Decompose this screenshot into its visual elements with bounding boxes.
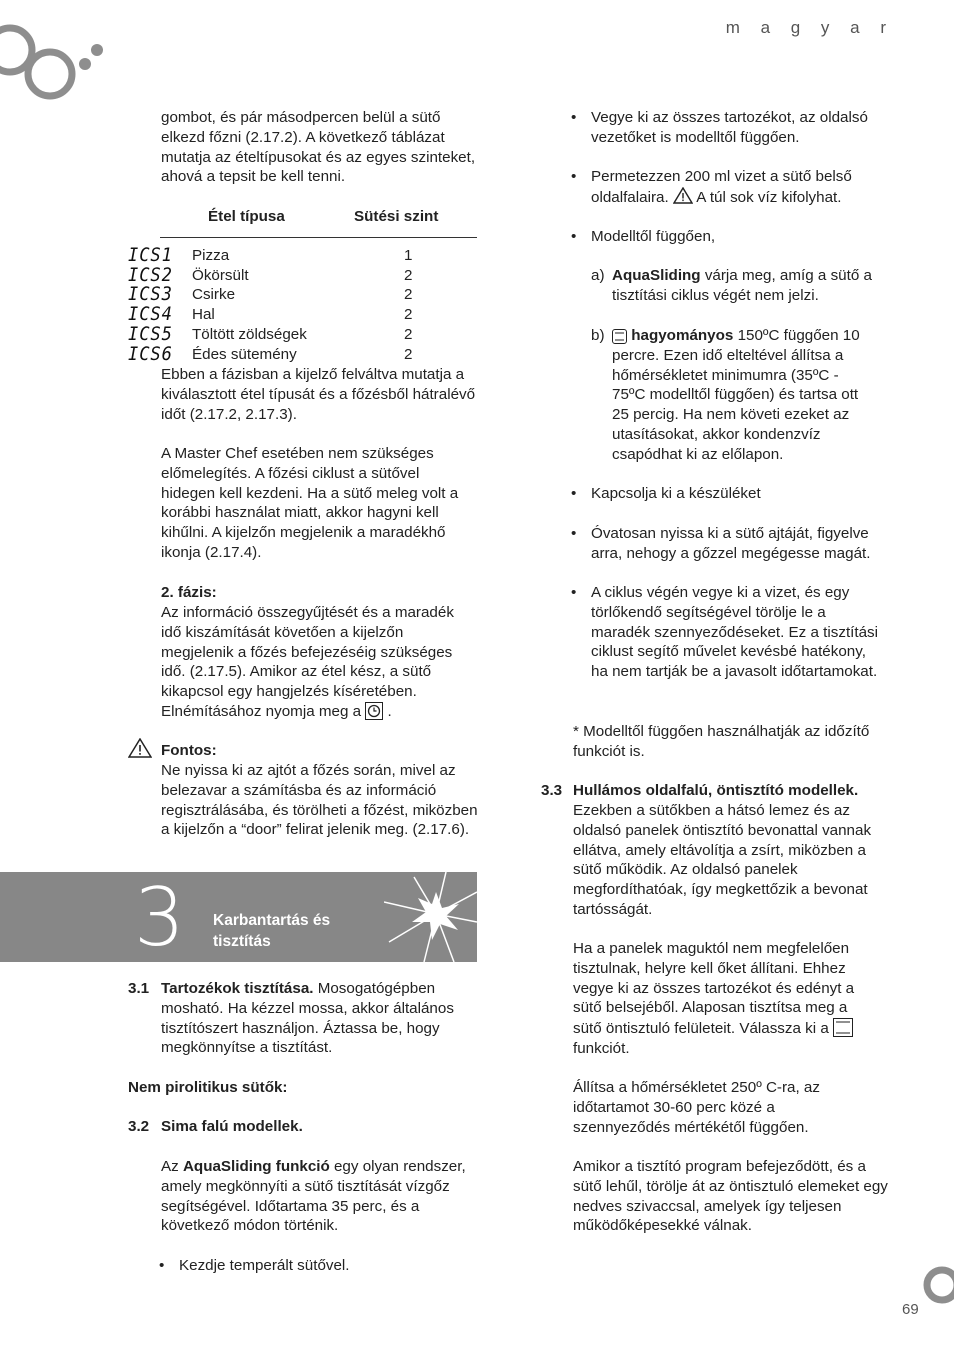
warning-icon [673, 187, 693, 204]
cooking-level: 2 [404, 267, 413, 284]
section-title-line2: tisztítás [213, 933, 271, 950]
footnote: * Modelltől függően használhatják az időzítő funkciót is. [573, 723, 870, 760]
restore-text: Ha a panelek maguktól nem megfelelően tisztulnak, helyre kell őket állítani. Ehhez vegye ki az összes tartozékot és edényt a sütő belsejéből. Alaposan tisztítsa meg a sütő öntisztuló felületeit. Válassza ki a [573, 940, 855, 1038]
food-type: Ökörsült [192, 267, 249, 284]
section-3-1-text: Mosogatógépben mosható. Ha kézzel mossa, akkor általános tisztítószert használjon. Áztassa be, hogy megkönnyítse a tisztítást. [161, 980, 454, 1057]
restore-end: funkciót. [573, 1039, 630, 1057]
list-item: • Modelltől függően, [591, 227, 715, 247]
phase2-text: Az információ összegyűjtését és a maradék idő kiszámítását követően a kijelzőn megjelenik a főzés befejezéséig szükséges idő. (2.17.5). Amikor az étel kész, a sütő kikapcsol egy hangjelzés kíséretében. Elnémításához nyomja meg a [161, 604, 454, 720]
cooking-level: 2 [404, 306, 413, 323]
food-type: Töltött zöldségek [192, 326, 307, 343]
section-3-3-paragraph-3: Állítsa a hőmérsékletet 250º C-ra, az időtartamot 30-60 perc közé a szennyeződés mértékétől függően. [573, 1079, 820, 1136]
section-3-1-number: 3.1 [128, 980, 150, 997]
option-b-label: b) [591, 327, 605, 344]
list-item: • A ciklus végén vegye ki a vizet, és egy törlőkendő segítségével törölje le a maradék szennyeződéseket. Ez a tisztítási ciklust segítő művelet kevésbé hatékony, ha nem tartják be a javasolt időtartamokat. [591, 583, 883, 682]
clock-icon [365, 702, 383, 720]
display-code: ICS5 [128, 323, 173, 345]
page-number: 69 [902, 1301, 919, 1318]
aqua-bold: AquaSliding funkció [182, 1158, 330, 1175]
col-food-header: Étel típusa [208, 208, 285, 225]
section-3-3-title: Hullámos oldalfalú, öntisztító modellek. [573, 782, 859, 799]
section-3-3-number: 3.3 [541, 782, 563, 799]
section-title [213, 910, 330, 952]
intro-paragraph: gombot, és pár másodpercen belül a sütő elkezd főzni (2.17.2). A következő táblázat mutatja az ételtípusokat és az egyes szinteket, ahová a tepsit be kell tenni. [161, 109, 476, 186]
section-number: 3 [134, 871, 185, 964]
option-b-bold: hagyományos [631, 327, 734, 344]
table-header [160, 207, 477, 238]
warning-paragraph: Ne nyissa ki az ajtót a főzés során, mivel az belezavar a számításba és az információ regisztrálásába, és törölheti a főzést, miközben a kijelzőn a “door” felirat jelenik meg. (2.17.6). [161, 762, 478, 839]
non-pyrolytic-heading: Nem pirolitikus sütők: [128, 1079, 288, 1096]
col-level-header: Sütési szint [354, 208, 439, 225]
phase2-paragraph [161, 603, 477, 722]
warning-icon [128, 738, 152, 758]
phase2-title: 2. fázis: [161, 584, 217, 601]
section-3-3-paragraph-2 [573, 939, 873, 1059]
master-chef-paragraph: A Master Chef esetében nem szükséges előmelegítés. A főzési ciklust a sütővel hidegen kell kezdeni. Ha a sütő meleg volt a korábbi használat miatt, akkor hagyni kell kihűlni. A kijelzőn megjelenik a maradékhő ikonja (2.17.4). [161, 445, 459, 561]
food-type: Hal [192, 306, 215, 323]
list-item [591, 167, 893, 208]
sparkle-icon [384, 872, 477, 962]
aqua-text: egy olyan rendszer, amely megkönnyíti a sütő tisztítását vízgőz segítségével. Időtartama 35 perc, és a következő módon történik. [161, 1158, 466, 1235]
list-item: • Óvatosan nyissa ki a sütő ajtáját, figyelve arra, nehogy a gőzzel megégesse magát. [591, 524, 893, 564]
footer-logo-circle [920, 1265, 954, 1305]
section-3-2-title: Sima falú modellek. [161, 1118, 303, 1135]
display-code: ICS4 [128, 303, 173, 325]
section-3-2-number: 3.2 [128, 1118, 150, 1135]
aqua-pre: Az [161, 1158, 183, 1175]
aquasliding-paragraph [161, 1157, 477, 1236]
display-code: ICS2 [128, 264, 173, 286]
cooking-level: 2 [404, 286, 413, 303]
option-b-paragraph [612, 326, 876, 465]
option-a-text: várja meg, amíg a sütő a tisztítási ciklus végét nem jelzi. [612, 267, 872, 304]
option-a-label: a) [591, 267, 605, 284]
section-banner [0, 872, 477, 962]
cooking-level: 2 [404, 326, 413, 343]
language-label: m a g y a r [725, 18, 894, 37]
food-type: Édes sütemény [192, 346, 297, 363]
list-item: • Kezdje temperált sütővel. [179, 1256, 350, 1276]
section-title-line1: Karbantartás és [213, 912, 331, 929]
cooking-level: 1 [404, 247, 413, 264]
option-a-paragraph [612, 266, 892, 306]
section-3-1-paragraph [161, 979, 477, 1058]
spray-text: Permetezzen 200 ml vizet a sütő belső oldalfalaira. [591, 168, 852, 206]
spray-warning: A túl sok víz kifolyhat. [692, 188, 842, 206]
brand-logo [0, 22, 110, 104]
after-table-paragraph: Ebben a fázisban a kijelző felváltva mutatja a kiválasztott étel típusát és a főzésből hátralévő időt (2.17.2, 2.17.3). [161, 366, 476, 423]
list-item: • Vegye ki az összes tartozékot, az oldalsó vezetőket is modelltől függően. [591, 108, 893, 148]
display-code: ICS3 [128, 283, 173, 305]
conventional-heat-icon [612, 329, 627, 344]
cooking-level: 2 [404, 346, 413, 363]
section-3-3-paragraph-4: Amikor a tisztító program befejeződött, és a sütő lehűl, törölje át az öntisztuló elemeket egy nedves szivaccsal, amelyek így teljesen működőképesekké válnak. [573, 1158, 888, 1235]
warning-title: Fontos: [161, 742, 217, 759]
display-code: ICS6 [128, 343, 173, 365]
section-3-3-paragraph: Ezekben a sütőkben a hátsó lemez és az oldalsó panelek öntisztító bevonattal vannak ellátva, amely eltávolítja a zsírt, miközben a sütő működik. Az oldalsó panelek megfordíthatóak, így megkettőzik a bevonat tartósságát. [573, 802, 872, 918]
option-b-text: 150ºC függően 10 percre. Ezen idő elteltével állítsa a hőmérsékletet minimumra (35ºC - 75ºC modelltől függően) és tartsa ott 25 percig. Ha nem követi ezeket az utasításokat, akkor kondenzvíz csapódhat ki az előlapon. [612, 327, 860, 463]
food-type: Pizza [192, 247, 230, 264]
top-bottom-heat-icon [833, 1018, 853, 1037]
display-code: ICS1 [128, 244, 173, 266]
section-3-1-title: Tartozékok tisztítása. [161, 980, 314, 997]
list-item: • Kapcsolja ki a készüléket [591, 484, 893, 504]
phase2-end: . [387, 702, 392, 720]
food-type: Csirke [192, 286, 236, 303]
option-a-bold: AquaSliding [612, 267, 701, 284]
